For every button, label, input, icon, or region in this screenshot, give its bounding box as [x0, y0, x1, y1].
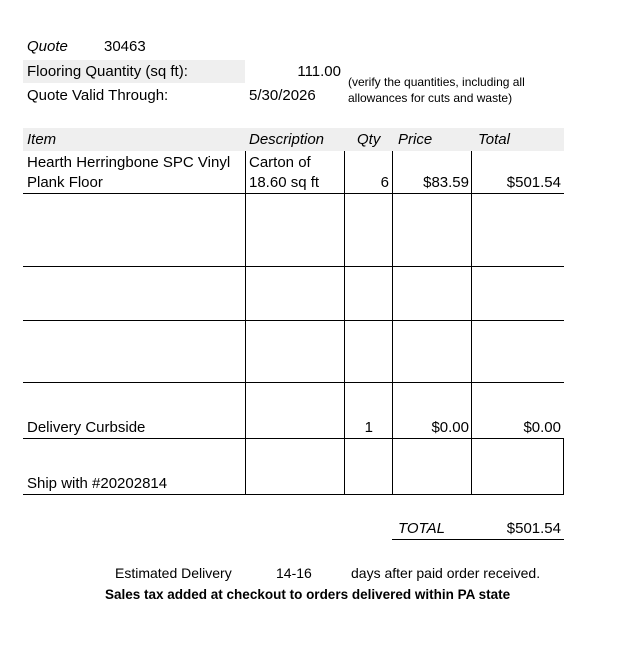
estimated-delivery-label: Estimated Delivery: [115, 565, 232, 581]
row1-qty: 6: [380, 174, 389, 191]
verify-note-line2: allowances for cuts and waste): [348, 91, 513, 105]
row-divider: [23, 266, 564, 267]
delivery-row-qty: 1: [364, 419, 373, 436]
row1-total: $501.54: [506, 174, 561, 191]
estimated-delivery-suffix: days after paid order received.: [351, 565, 541, 581]
row1-desc-line1: Carton of: [249, 154, 311, 171]
delivery-row-price: $0.00: [431, 419, 469, 436]
total-label: TOTAL: [398, 520, 445, 537]
row-divider: [23, 494, 564, 495]
row-divider: [23, 193, 564, 194]
column-divider: [245, 151, 246, 494]
column-divider: [471, 151, 472, 494]
verify-note-line1: (verify the quantities, including all: [348, 75, 525, 89]
estimated-delivery-days: 14-16: [276, 565, 312, 581]
header-description: Description: [249, 131, 325, 148]
quote-label: Quote: [27, 38, 68, 55]
flooring-quantity-value: 111.00: [297, 63, 341, 80]
header-item: Item: [27, 131, 57, 148]
header-price: Price: [398, 131, 433, 148]
column-divider: [344, 151, 345, 494]
quote-number: 30463: [104, 38, 146, 55]
total-underline: [392, 539, 564, 540]
row1-desc-line2: 18.60 sq ft: [249, 174, 320, 191]
row-divider: [23, 438, 564, 439]
delivery-row-total: $0.00: [523, 419, 561, 436]
row1-item-line2: Plank Floor: [27, 174, 103, 191]
header-qty: Qty: [357, 131, 381, 148]
total-value: $501.54: [506, 520, 561, 537]
row1-item-line1: Hearth Herringbone SPC Vinyl: [27, 154, 231, 171]
row-divider: [23, 320, 564, 321]
row1-price: $83.59: [423, 174, 469, 191]
valid-through-label: Quote Valid Through:: [27, 87, 169, 104]
column-divider: [392, 151, 393, 494]
header-total: Total: [478, 131, 510, 148]
sales-tax-note: Sales tax added at checkout to orders delivered within PA state: [105, 587, 511, 602]
flooring-quantity-label: Flooring Quantity (sq ft):: [27, 63, 188, 80]
column-divider: [563, 438, 564, 495]
valid-through-value: 5/30/2026: [249, 87, 316, 104]
row-divider: [23, 382, 564, 383]
delivery-row-item: Delivery Curbside: [27, 419, 146, 436]
ship-with-row-item: Ship with #20202814: [27, 475, 168, 492]
